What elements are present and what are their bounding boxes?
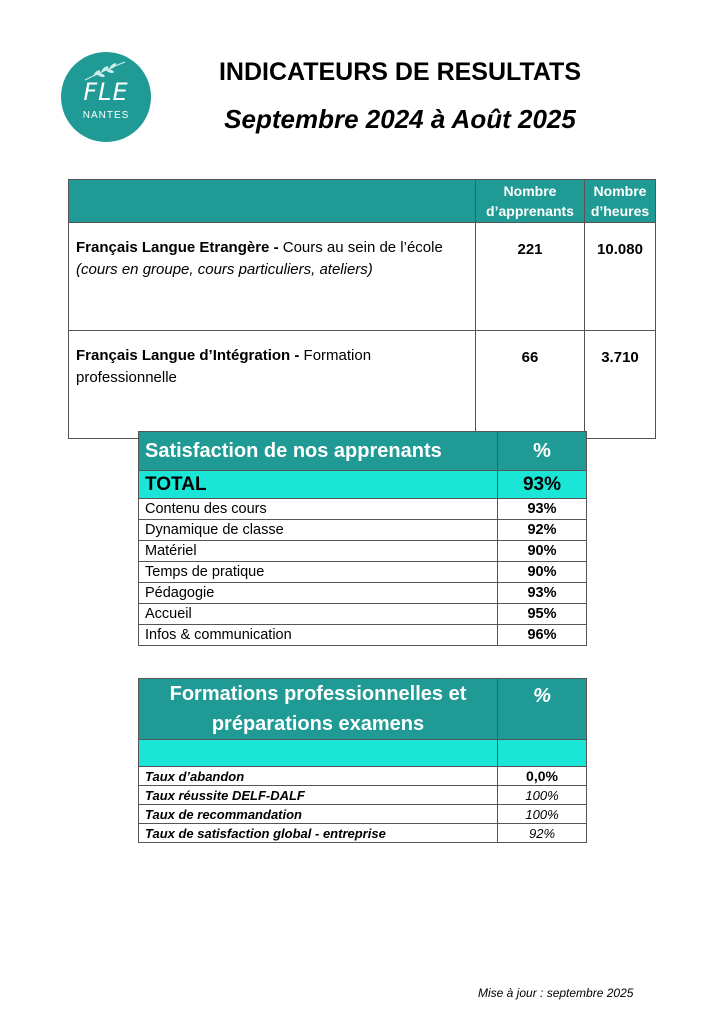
table-row <box>139 541 587 562</box>
total-value: 93% <box>498 471 587 499</box>
item-label: Matériel <box>139 541 498 562</box>
table-row <box>139 583 587 604</box>
table-row <box>139 786 587 805</box>
item-label: Taux d’abandon <box>139 767 498 786</box>
satisfaction-table <box>138 431 587 646</box>
header-empty-cell <box>69 180 476 223</box>
item-value: 95% <box>498 604 587 625</box>
course-name-bold: Français Langue d’Intégration - <box>76 347 304 364</box>
table-row <box>139 604 587 625</box>
header-learners-line1: Nombre <box>503 183 557 199</box>
item-label: Accueil <box>139 604 498 625</box>
header-hours-line2: d’heures <box>590 203 650 219</box>
item-label: Dynamique de classe <box>139 520 498 541</box>
item-label: Taux de recommandation <box>139 805 498 824</box>
formations-title <box>139 679 498 740</box>
update-date: Mise à jour : septembre 2025 <box>478 986 634 1000</box>
item-label: Temps de pratique <box>139 562 498 583</box>
course-name-rest: Formation professionnelle <box>76 347 372 386</box>
satisfaction-pct-header: % <box>498 432 587 471</box>
formations-pct-header: % <box>498 679 587 740</box>
item-value: 90% <box>498 562 587 583</box>
formations-header <box>139 679 587 740</box>
table-row <box>139 520 587 541</box>
course-name-rest: Cours au sein de l’école <box>282 239 443 256</box>
item-value: 0,0% <box>498 767 587 786</box>
item-value: 92% <box>498 520 587 541</box>
table-row <box>139 499 587 520</box>
table-row <box>139 767 587 786</box>
logo-main-text: FLE <box>83 78 129 106</box>
band-cell <box>139 740 498 767</box>
table-row <box>139 824 587 843</box>
formations-title-line2: préparations examens <box>211 713 425 735</box>
item-value: 100% <box>498 805 587 824</box>
formations-table <box>138 678 587 843</box>
course-note: (cours en groupe, cours particuliers, ateliers) <box>76 261 373 278</box>
band-cell <box>498 740 587 767</box>
course-learners: 66 <box>476 331 585 439</box>
course-label <box>69 223 476 331</box>
item-label: Taux réussite DELF-DALF <box>139 786 498 805</box>
course-hours: 3.710 <box>585 331 656 439</box>
item-value: 96% <box>498 625 587 646</box>
item-value: 90% <box>498 541 587 562</box>
total-label: TOTAL <box>139 471 498 499</box>
satisfaction-total-row <box>139 471 587 499</box>
item-value: 100% <box>498 786 587 805</box>
table-row <box>69 223 656 331</box>
course-label <box>69 331 476 439</box>
table-row <box>69 331 656 439</box>
item-value: 92% <box>498 824 587 843</box>
item-value: 93% <box>498 583 587 604</box>
header-learners-line2: d’apprenants <box>486 203 574 219</box>
fle-nantes-logo <box>61 52 151 142</box>
logo-sub-text: NANTES <box>82 110 130 121</box>
table-row <box>139 805 587 824</box>
courses-table <box>68 179 656 439</box>
table-row <box>139 625 587 646</box>
formations-band-row <box>139 740 587 767</box>
satisfaction-title: Satisfaction de nos apprenants <box>139 432 498 471</box>
item-label: Contenu des cours <box>139 499 498 520</box>
header-learners <box>476 180 585 223</box>
page-title: INDICATEURS DE RESULTATS <box>218 58 582 86</box>
header-hours <box>585 180 656 223</box>
courses-table-header <box>69 180 656 223</box>
table-row <box>139 562 587 583</box>
item-label: Infos & communication <box>139 625 498 646</box>
satisfaction-header <box>139 432 587 471</box>
header-hours-line1: Nombre <box>593 183 647 199</box>
formations-title-line1: Formations professionnelles et <box>169 683 467 705</box>
course-learners: 221 <box>476 223 585 331</box>
item-value: 93% <box>498 499 587 520</box>
item-label: Taux de satisfaction global - entreprise <box>139 824 498 843</box>
course-name-bold: Français Langue Etrangère - <box>76 239 283 256</box>
page-subtitle: Septembre 2024 à Août 2025 <box>224 104 576 134</box>
item-label: Pédagogie <box>139 583 498 604</box>
course-hours: 10.080 <box>585 223 656 331</box>
